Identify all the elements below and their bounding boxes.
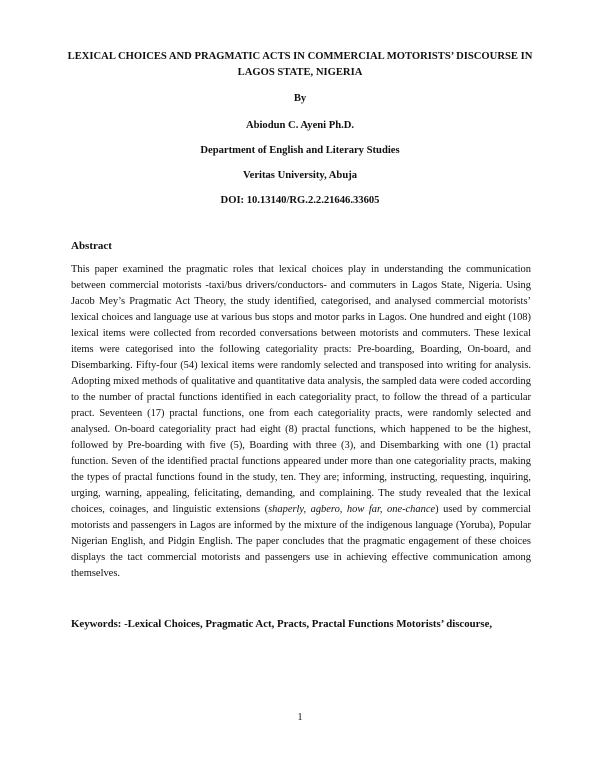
- abstract-text-part1: This paper examined the pragmatic roles that lexical choices play in understanding the communication between commercial motorists -taxi/bus drivers/conductors- and commuters in Lagos State, Nigeria. Using Jacob Mey’s Pragmatic Act Theory, the study identified, categorised, and analysed commercial motorists’ lexical choices and language use at various bus stops and motor parks in Lagos. One hundred and eight (108) lexical items were collected from recorded conversations between motorists and commuters. These lexical items were categorised into the following categoriality practs: Pre-boarding, Boarding, On-board, and Disembarking. Fifty-four (54) lexical items were randomly selected and transposed into writing for analysis. Adopting mixed methods of qualitative and quantitative data analysis, the sampled data were coded according to the number of practal functions identified in each categoriality pract, to follow the thread of a particular pract. Seventeen (17) practal functions, one from each categoriality practs, were randomly selected and analysed. On-board categoriality pract had eight (8) practal functions, which happened to be the highest, followed by Pre-boarding with five (5), Boarding with three (3), and Disembarking with one (1) practal function. Seven of the identified practal functions appeared under more than one categoriality practs, making the types of practal functions found in the study, ten. They are; informing, instructing, requesting, inquiring, urging, warning, appealing, felicitating, demanding, and complaining. The study revealed that the lexical choices, coinages, and linguistic extensions (: [71, 264, 531, 515]
- doi-line: DOI: 10.13140/RG.2.2.21646.33605: [220, 195, 380, 206]
- author-department: Department of English and Literary Studies: [200, 145, 400, 156]
- abstract-italic-examples: shaperly, agbero, how far, one-chance: [268, 504, 436, 515]
- author-name: Abiodun C. Ayeni Ph.D.: [245, 120, 355, 131]
- abstract-heading: Abstract: [71, 240, 112, 252]
- page-number: 1: [297, 712, 303, 723]
- author-university: Veritas University, Abuja: [242, 170, 358, 181]
- paper-title: LEXICAL CHOICES AND PRAGMATIC ACTS IN COMMERCIAL MOTORISTS’ DISCOURSE IN LAGOS STATE, NIGERIA: [67, 51, 533, 78]
- by-line: By: [293, 93, 307, 104]
- abstract-body: [71, 262, 531, 582]
- keywords-line: Keywords: -Lexical Choices, Pragmatic Act, Practs, Practal Functions Motorists’ discourse,: [71, 618, 493, 630]
- abstract-text-part2: ) used by commercial motorists and passengers in Lagos are informed by the mixture of the indigenous language (Yoruba), Popular Nigerian English, and Pidgin English. The paper concludes that the pragmatic engagement of these choices displays the tact commercial motorists and passengers use in achieving effective communication among themselves.: [71, 504, 531, 579]
